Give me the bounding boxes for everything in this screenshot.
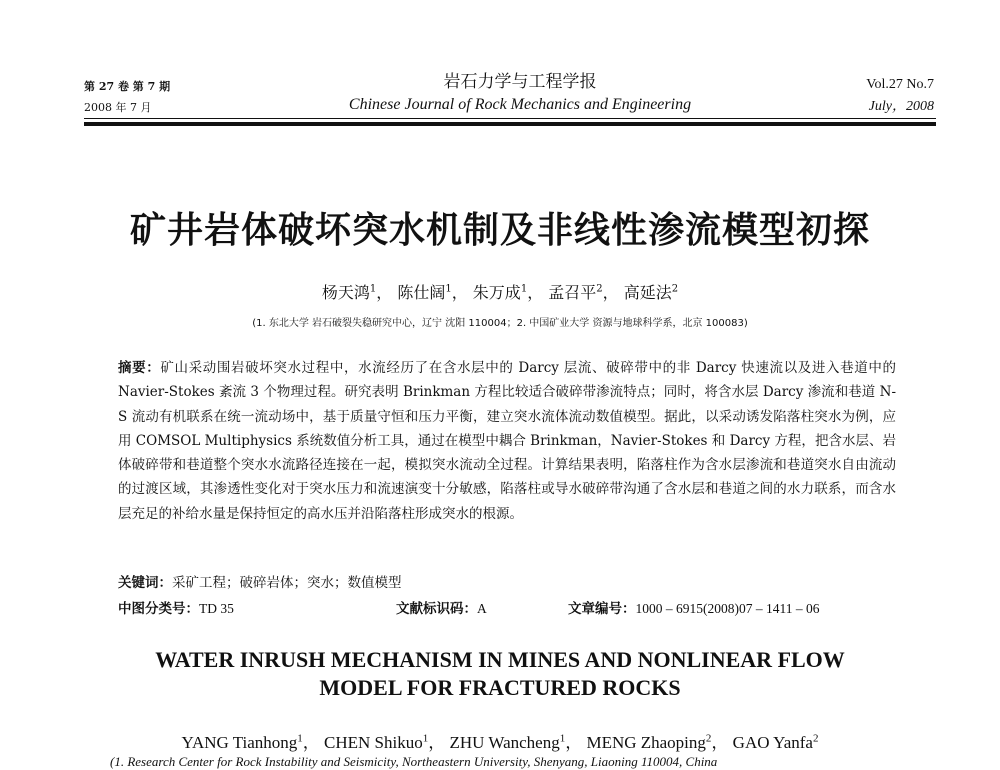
volume-info: [866, 74, 934, 118]
abstract-label: 摘要：: [118, 360, 161, 376]
issue-date: 2008 年 7 月: [84, 101, 152, 114]
paper-title-en-line2: MODEL FOR FRACTURED ROCKS: [319, 675, 681, 700]
abstract-cn: [118, 356, 896, 526]
author-name: 朱万成: [472, 283, 521, 302]
keywords-label: 关键词：: [118, 575, 172, 591]
document-code-label: 文献标识码：: [396, 601, 477, 617]
affiliation-en: (1. Research Center for Rock Instability and Seismicity, Northeastern University, Shenyang, Liaoning 110004, China: [110, 754, 718, 769]
paper-title-cn: 矿井岩体破坏突水机制及非线性渗流模型初探: [129, 210, 870, 251]
author-affil-mark: 2: [705, 732, 712, 745]
author-name: 杨天鸿: [321, 283, 370, 302]
article-id-value: 1000 – 6915(2008)07 – 1411 – 06: [635, 601, 820, 616]
affiliation-cn: (1. 东北大学 岩石破裂失稳研究中心，辽宁 沈阳 110004；2. 中国矿业大学 资源与地球科学系，北京 100083): [252, 318, 748, 329]
document-code-value: A: [477, 601, 487, 616]
author-name: 陈仕阔: [397, 283, 446, 302]
author-name-en: GAO Yanfa: [732, 733, 813, 752]
header-rule-thin: [84, 118, 936, 119]
header-rule-thick: [84, 122, 936, 126]
clc-label: 中图分类号：: [118, 601, 199, 617]
author-name-en: MENG Zhaoping: [586, 733, 706, 752]
author-list-cn: 杨天鸿$^1$， 陈仕阔$^1$， 朱万成$^1$， 孟召平$^2$， 高延法$^2$: [321, 283, 679, 302]
document-code: [396, 597, 487, 617]
keywords-text: 采矿工程；破碎岩体；突水；数值模型: [172, 575, 402, 591]
clc-number: [118, 597, 234, 617]
paper-title-en: [0, 646, 1000, 702]
article-id: [568, 597, 820, 617]
author-affil-mark: 2: [596, 283, 603, 295]
author-affil-mark: 2: [671, 283, 679, 295]
author-name: 孟召平: [548, 283, 597, 302]
author-affil-mark: 2: [812, 732, 819, 745]
publication-date: July，2008: [868, 99, 934, 114]
journal-name-en: Chinese Journal of Rock Mechanics and Engineering: [348, 96, 692, 113]
issue-volume: 第 27 卷 第 7 期: [84, 80, 171, 93]
issue-info: [84, 76, 170, 118]
author-affil-mark: 1: [297, 732, 303, 745]
author-list-en: YANG Tianhong$^1$， CHEN Shikuo$^1$， ZHU Wancheng$^1$， MENG Zhaoping$^2$， GAO Yanfa$^2$: [181, 732, 819, 752]
author-affil-mark: 1: [520, 283, 528, 295]
author-name-en: YANG Tianhong: [181, 733, 298, 752]
keywords-cn: [118, 571, 402, 591]
article-id-label: 文章编号：: [568, 601, 636, 617]
clc-value: TD 35: [199, 601, 234, 616]
abstract-text: 矿山采动围岩破坏突水过程中，水流经历了在含水层中的 Darcy 层流、破碎带中的非 Darcy 快速流以及进入巷道中的 Navier-Stokes 紊流 3 个物理过程。研究表明 Brinkman 方程比较适合破碎带渗流特点；同时，将含水层 Darcy 渗流和巷道 N-S 流动有机联系在统一流动场中，基于质量守恒和压力平衡，建立突水流体流动数值模型。据此，以采动诱发陷落柱突水为例，应用 COMSOL Multiphysics 系统数值分析工具，通过在模型中耦合 Brinkman，Navier-Stokes 和 Darcy 方程，把含水层、岩体破碎带和巷道整个突水水流路径连接在一起，模拟突水流动全过程。计算结果表明，陷落柱作为含水层渗流和巷道突水自由流动的过渡区域，其渗透性变化对于突水压力和流速演变十分敏感，陷落柱或导水破碎带沟通了含水层和巷道之间的水力联系，而含水层充足的补给水量是保持恒定的高水压并沿陷落柱形成突水的根源。: [118, 360, 896, 522]
author-affil-mark: 1: [422, 732, 429, 745]
journal-name: [300, 70, 740, 116]
journal-name-cn: 岩石力学与工程学报: [443, 72, 597, 92]
volume-number: Vol.27 No.7: [866, 77, 934, 92]
author-affil-mark: 1: [445, 283, 452, 295]
author-name: 高延法: [623, 283, 672, 302]
paper-title-en-line1: WATER INRUSH MECHANISM IN MINES AND NONLINEAR FLOW: [155, 647, 845, 672]
author-affil-mark: 1: [369, 283, 377, 295]
author-affil-mark: 1: [559, 732, 566, 745]
author-name-en: CHEN Shikuo: [324, 733, 423, 752]
author-name-en: ZHU Wancheng: [449, 733, 560, 752]
